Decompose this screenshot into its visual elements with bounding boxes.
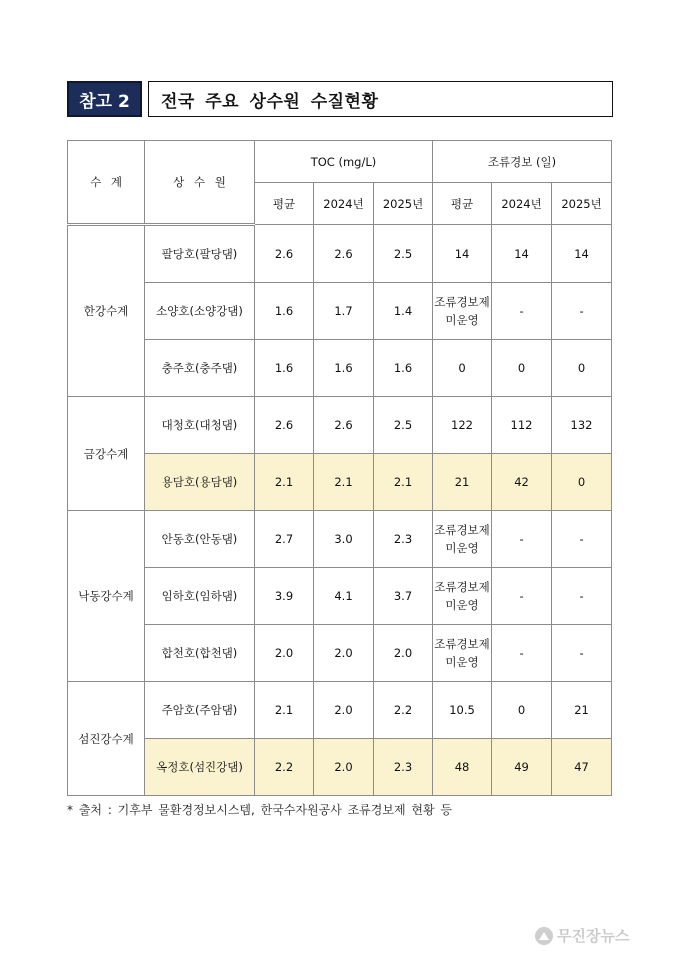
algae-2024-cell: -	[492, 625, 552, 682]
algae-2025-cell: 21	[552, 682, 612, 739]
toc-2024-cell: 2.1	[314, 454, 374, 511]
source-cell: 용담호(용담댐)	[145, 454, 255, 511]
algae-avg-cell: 14	[433, 225, 492, 283]
toc-2024-cell: 2.6	[314, 397, 374, 454]
algae-avg-cell: 조류경보제 미운영	[433, 568, 492, 625]
table-row	[68, 682, 612, 739]
source-footnote: * 출처 : 기후부 물환경정보시스템, 한국수자원공사 조류경보제 현황 등	[67, 803, 452, 817]
header-algae-alert: 조류경보 (일)	[433, 141, 612, 183]
basin-cell: 섬진강수계	[68, 682, 145, 796]
algae-avg-cell: 0	[433, 340, 492, 397]
toc-avg-cell: 3.9	[255, 568, 314, 625]
algae-2024-cell: 14	[492, 225, 552, 283]
source-cell: 대청호(대청댐)	[145, 397, 255, 454]
source-cell: 충주호(충주댐)	[145, 340, 255, 397]
algae-2024-cell: 112	[492, 397, 552, 454]
toc-avg-cell: 2.6	[255, 397, 314, 454]
basin-cell: 낙동강수계	[68, 511, 145, 682]
header-source: 상 수 원	[145, 141, 255, 225]
source-cell: 팔당호(팔당댐)	[145, 225, 255, 283]
source-cell: 주암호(주암댐)	[145, 682, 255, 739]
algae-2025-cell: -	[552, 283, 612, 340]
algae-2024-cell: 0	[492, 340, 552, 397]
algae-2025-cell: 47	[552, 739, 612, 796]
algae-2024-cell: 42	[492, 454, 552, 511]
algae-avg-cell: 21	[433, 454, 492, 511]
watermark-text: 무진장뉴스	[557, 927, 630, 945]
table-row	[68, 568, 612, 625]
toc-2024-cell: 2.0	[314, 682, 374, 739]
mountain-logo-icon	[535, 927, 553, 945]
toc-avg-cell: 2.1	[255, 454, 314, 511]
toc-2024-cell: 1.6	[314, 340, 374, 397]
source-cell: 소양호(소양강댐)	[145, 283, 255, 340]
source-cell: 안동호(안동댐)	[145, 511, 255, 568]
basin-cell: 한강수계	[68, 225, 145, 397]
table-row-highlighted	[68, 739, 612, 796]
algae-2025-cell: -	[552, 625, 612, 682]
toc-avg-cell: 2.1	[255, 682, 314, 739]
algae-avg-cell: 10.5	[433, 682, 492, 739]
toc-avg-cell: 1.6	[255, 340, 314, 397]
algae-2025-cell: 132	[552, 397, 612, 454]
toc-2024-cell: 3.0	[314, 511, 374, 568]
toc-2025-cell: 2.3	[374, 739, 433, 796]
toc-avg-cell: 1.6	[255, 283, 314, 340]
algae-avg-cell: 122	[433, 397, 492, 454]
algae-2024-cell: -	[492, 511, 552, 568]
algae-2025-cell: -	[552, 568, 612, 625]
source-cell: 합천호(합천댐)	[145, 625, 255, 682]
toc-avg-cell: 2.6	[255, 225, 314, 283]
subheader-algae-2024: 2024년	[492, 183, 552, 225]
algae-2025-cell: -	[552, 511, 612, 568]
toc-2025-cell: 1.4	[374, 283, 433, 340]
table-row	[68, 340, 612, 397]
algae-avg-cell: 조류경보제 미운영	[433, 283, 492, 340]
table-row	[68, 283, 612, 340]
toc-2025-cell: 2.3	[374, 511, 433, 568]
water-quality-table	[67, 140, 612, 796]
toc-2024-cell: 2.0	[314, 739, 374, 796]
subheader-toc-2024: 2024년	[314, 183, 374, 225]
algae-avg-cell: 조류경보제 미운영	[433, 625, 492, 682]
toc-avg-cell: 2.0	[255, 625, 314, 682]
toc-2025-cell: 2.5	[374, 225, 433, 283]
toc-2025-cell: 2.5	[374, 397, 433, 454]
algae-2024-cell: 49	[492, 739, 552, 796]
reference-badge: 참고 2	[67, 81, 142, 117]
subheader-algae-avg: 평균	[433, 183, 492, 225]
table-row	[68, 397, 612, 454]
table-row	[68, 225, 612, 283]
toc-2025-cell: 2.0	[374, 625, 433, 682]
algae-2025-cell: 14	[552, 225, 612, 283]
algae-2024-cell: -	[492, 568, 552, 625]
table-body	[68, 225, 612, 796]
algae-2025-cell: 0	[552, 340, 612, 397]
section-header	[67, 81, 613, 117]
algae-avg-cell: 48	[433, 739, 492, 796]
table-row	[68, 511, 612, 568]
header-toc: TOC (mg/L)	[255, 141, 433, 183]
toc-2025-cell: 2.1	[374, 454, 433, 511]
algae-2024-cell: 0	[492, 682, 552, 739]
subheader-toc-2025: 2025년	[374, 183, 433, 225]
subheader-toc-avg: 평균	[255, 183, 314, 225]
algae-2024-cell: -	[492, 283, 552, 340]
source-cell: 옥정호(섬진강댐)	[145, 739, 255, 796]
toc-avg-cell: 2.7	[255, 511, 314, 568]
toc-avg-cell: 2.2	[255, 739, 314, 796]
algae-2025-cell: 0	[552, 454, 612, 511]
toc-2025-cell: 2.2	[374, 682, 433, 739]
table-row	[68, 625, 612, 682]
watermark	[535, 925, 629, 946]
toc-2024-cell: 2.6	[314, 225, 374, 283]
toc-2024-cell: 2.0	[314, 625, 374, 682]
basin-cell: 금강수계	[68, 397, 145, 511]
algae-avg-cell: 조류경보제 미운영	[433, 511, 492, 568]
subheader-algae-2025: 2025년	[552, 183, 612, 225]
page-title: 전국 주요 상수원 수질현황	[148, 81, 613, 117]
toc-2024-cell: 1.7	[314, 283, 374, 340]
toc-2025-cell: 1.6	[374, 340, 433, 397]
source-cell: 임하호(임하댐)	[145, 568, 255, 625]
toc-2024-cell: 4.1	[314, 568, 374, 625]
toc-2025-cell: 3.7	[374, 568, 433, 625]
header-basin: 수 계	[68, 141, 145, 225]
table-row-highlighted	[68, 454, 612, 511]
